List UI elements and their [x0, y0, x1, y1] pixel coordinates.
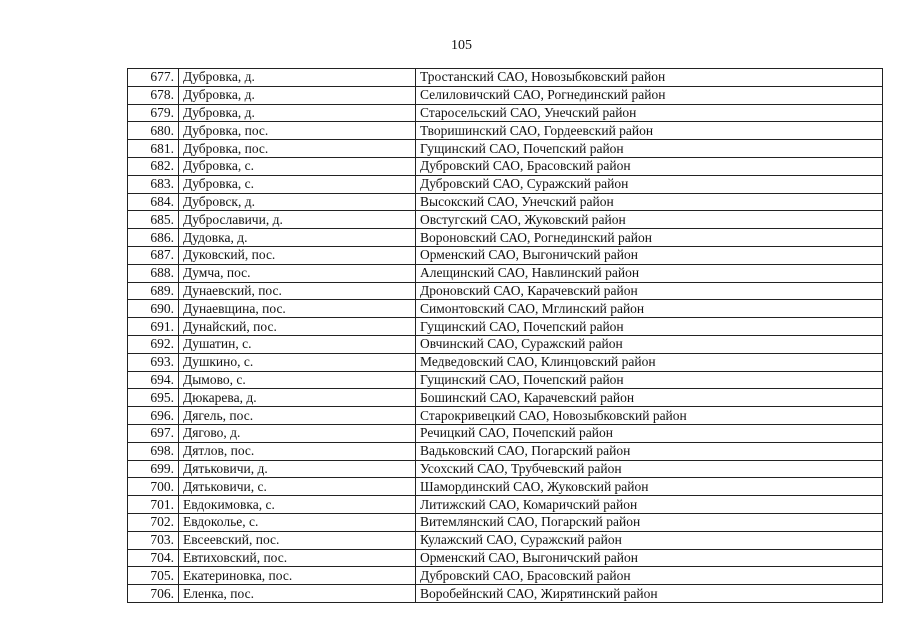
- settlement-location: Речицкий САО, Почепский район: [416, 424, 883, 442]
- settlement-name: Дягель, пос.: [179, 407, 416, 425]
- table-row: [128, 513, 883, 531]
- settlement-location: Шамординский САО, Жуковский район: [416, 478, 883, 496]
- table-row: [128, 246, 883, 264]
- table-body: [128, 69, 883, 603]
- table-row: [128, 567, 883, 585]
- row-number: 684.: [128, 193, 179, 211]
- settlement-location: Овстугский САО, Жуковский район: [416, 211, 883, 229]
- table-row: [128, 335, 883, 353]
- settlement-location: Гущинский САО, Почепский район: [416, 371, 883, 389]
- settlement-name: Дуброславичи, д.: [179, 211, 416, 229]
- row-number: 681.: [128, 140, 179, 158]
- row-number: 691.: [128, 318, 179, 336]
- settlement-name: Дятлов, пос.: [179, 442, 416, 460]
- settlement-location: Творишинский САО, Гордеевский район: [416, 122, 883, 140]
- settlement-name: Дунайский, пос.: [179, 318, 416, 336]
- settlement-name: Дубровка, с.: [179, 175, 416, 193]
- table-row: [128, 282, 883, 300]
- table-row: [128, 549, 883, 567]
- row-number: 702.: [128, 513, 179, 531]
- settlement-location: Гущинский САО, Почепский район: [416, 318, 883, 336]
- settlement-name: Евдокимовка, с.: [179, 496, 416, 514]
- settlement-name: Екатериновка, пос.: [179, 567, 416, 585]
- table-row: [128, 211, 883, 229]
- settlement-location: Воробейнский САО, Жирятинский район: [416, 585, 883, 603]
- table-row: [128, 478, 883, 496]
- table-row: [128, 389, 883, 407]
- settlement-location: Овчинский САО, Суражский район: [416, 335, 883, 353]
- settlement-location: Симонтовский САО, Мглинский район: [416, 300, 883, 318]
- row-number: 677.: [128, 69, 179, 87]
- table-row: [128, 104, 883, 122]
- row-number: 683.: [128, 175, 179, 193]
- row-number: 697.: [128, 424, 179, 442]
- settlement-name: Евтиховский, пос.: [179, 549, 416, 567]
- table-row: [128, 460, 883, 478]
- settlement-location: Кулажский САО, Суражский район: [416, 531, 883, 549]
- settlement-location: Орменский САО, Выгоничский район: [416, 549, 883, 567]
- row-number: 692.: [128, 335, 179, 353]
- table-row: [128, 442, 883, 460]
- settlement-location: Старосельский САО, Унечский район: [416, 104, 883, 122]
- table-row: [128, 407, 883, 425]
- settlement-location: Усохский САО, Трубчевский район: [416, 460, 883, 478]
- settlement-location: Орменский САО, Выгоничский район: [416, 246, 883, 264]
- settlement-name: Дымово, с.: [179, 371, 416, 389]
- settlement-name: Дубровск, д.: [179, 193, 416, 211]
- table-row: [128, 264, 883, 282]
- settlement-name: Дятьковичи, с.: [179, 478, 416, 496]
- table-row: [128, 371, 883, 389]
- row-number: 699.: [128, 460, 179, 478]
- settlement-location: Высокский САО, Унечский район: [416, 193, 883, 211]
- row-number: 704.: [128, 549, 179, 567]
- table-row: [128, 318, 883, 336]
- row-number: 698.: [128, 442, 179, 460]
- settlement-name: Душатин, с.: [179, 335, 416, 353]
- settlement-name: Думча, пос.: [179, 264, 416, 282]
- settlement-location: Дроновский САО, Карачевский район: [416, 282, 883, 300]
- settlement-location: Медведовский САО, Клинцовский район: [416, 353, 883, 371]
- row-number: 690.: [128, 300, 179, 318]
- settlement-location: Дубровский САО, Брасовский район: [416, 157, 883, 175]
- table-row: [128, 353, 883, 371]
- settlement-location: Селиловичский САО, Рогнединский район: [416, 86, 883, 104]
- settlement-name: Дубровка, пос.: [179, 122, 416, 140]
- settlement-location: Дубровский САО, Брасовский район: [416, 567, 883, 585]
- settlement-name: Дубровка, д.: [179, 104, 416, 122]
- row-number: 700.: [128, 478, 179, 496]
- settlement-name: Дубровка, с.: [179, 157, 416, 175]
- table-row: [128, 69, 883, 87]
- table-row: [128, 300, 883, 318]
- settlement-name: Евсеевский, пос.: [179, 531, 416, 549]
- settlement-name: Евдокольe, с.: [179, 513, 416, 531]
- row-number: 696.: [128, 407, 179, 425]
- table-row: [128, 585, 883, 603]
- row-number: 703.: [128, 531, 179, 549]
- settlement-name: Еленка, пос.: [179, 585, 416, 603]
- settlement-name: Дунаевщина, пос.: [179, 300, 416, 318]
- settlement-location: Дубровский САО, Суражский район: [416, 175, 883, 193]
- row-number: 687.: [128, 246, 179, 264]
- table-row: [128, 157, 883, 175]
- row-number: 693.: [128, 353, 179, 371]
- settlement-location: Старокривецкий САО, Новозыбковский район: [416, 407, 883, 425]
- settlement-name: Дубровка, д.: [179, 86, 416, 104]
- settlement-location: Вороновский САО, Рогнединский район: [416, 229, 883, 247]
- table-row: [128, 122, 883, 140]
- row-number: 685.: [128, 211, 179, 229]
- row-number: 695.: [128, 389, 179, 407]
- row-number: 680.: [128, 122, 179, 140]
- row-number: 706.: [128, 585, 179, 603]
- settlement-name: Дягово, д.: [179, 424, 416, 442]
- row-number: 682.: [128, 157, 179, 175]
- table-row: [128, 175, 883, 193]
- settlements-table: [127, 68, 883, 603]
- settlement-location: Витемлянский САО, Погарский район: [416, 513, 883, 531]
- row-number: 705.: [128, 567, 179, 585]
- row-number: 679.: [128, 104, 179, 122]
- row-number: 688.: [128, 264, 179, 282]
- settlement-location: Алещинский САО, Навлинский район: [416, 264, 883, 282]
- settlement-name: Дуковский, пос.: [179, 246, 416, 264]
- settlement-name: Душкино, с.: [179, 353, 416, 371]
- settlement-name: Дудовка, д.: [179, 229, 416, 247]
- settlement-name: Дубровка, д.: [179, 69, 416, 87]
- table-row: [128, 531, 883, 549]
- settlement-location: Бошинский САО, Карачевский район: [416, 389, 883, 407]
- row-number: 701.: [128, 496, 179, 514]
- settlement-location: Литижский САО, Комаричский район: [416, 496, 883, 514]
- settlement-name: Дюкарева, д.: [179, 389, 416, 407]
- settlement-location: Вадьковский САО, Погарский район: [416, 442, 883, 460]
- table-row: [128, 86, 883, 104]
- table-row: [128, 496, 883, 514]
- row-number: 694.: [128, 371, 179, 389]
- settlement-name: Дунаевский, пос.: [179, 282, 416, 300]
- table-row: [128, 229, 883, 247]
- row-number: 678.: [128, 86, 179, 104]
- page-number: 105: [451, 38, 472, 53]
- table-row: [128, 193, 883, 211]
- settlement-location: Тростанский САО, Новозыбковский район: [416, 69, 883, 87]
- table-row: [128, 424, 883, 442]
- settlement-name: Дубровка, пос.: [179, 140, 416, 158]
- table-row: [128, 140, 883, 158]
- row-number: 689.: [128, 282, 179, 300]
- settlement-location: Гущинский САО, Почепский район: [416, 140, 883, 158]
- settlement-name: Дятьковичи, д.: [179, 460, 416, 478]
- row-number: 686.: [128, 229, 179, 247]
